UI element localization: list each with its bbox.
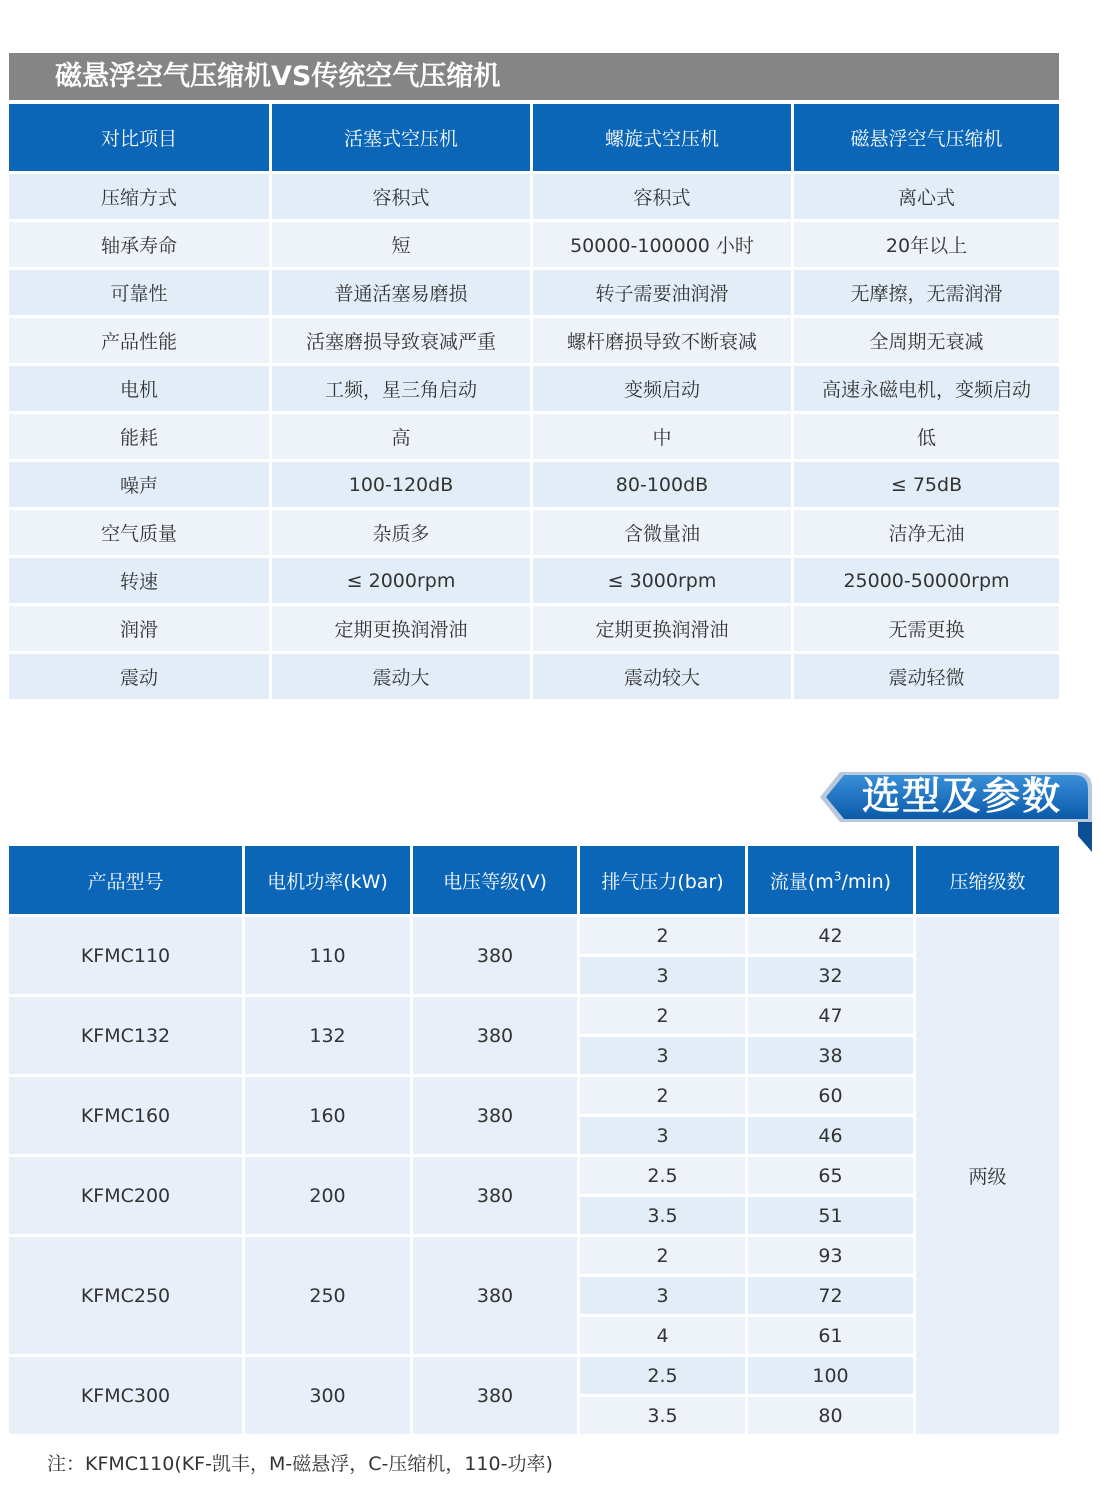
comparison-cell: 短 bbox=[272, 219, 533, 267]
comparison-cell: 50000-100000 小时 bbox=[533, 219, 794, 267]
comparison-cell: ≤ 75dB bbox=[794, 459, 1059, 507]
voltage-cell: 380 bbox=[413, 994, 580, 1074]
comparison-row bbox=[9, 555, 1059, 603]
comparison-row bbox=[9, 459, 1059, 507]
comparison-item-label: 轴承寿命 bbox=[9, 219, 272, 267]
comparison-table bbox=[9, 104, 1059, 699]
comparison-row bbox=[9, 411, 1059, 459]
header-pressure: 排气压力(bar) bbox=[580, 846, 748, 914]
voltage-cell: 380 bbox=[413, 1234, 580, 1354]
comparison-row bbox=[9, 651, 1059, 699]
voltage-cell: 380 bbox=[413, 1154, 580, 1234]
model-cell: KFMC160 bbox=[9, 1074, 245, 1154]
comparison-cell: ≤ 3000rpm bbox=[533, 555, 794, 603]
pressure-cell: 3.5 bbox=[580, 1394, 748, 1434]
comparison-cell: 转子需要油润滑 bbox=[533, 267, 794, 315]
flow-cell: 100 bbox=[748, 1354, 916, 1394]
selection-row bbox=[9, 914, 1059, 954]
selection-row bbox=[9, 1074, 1059, 1114]
header-voltage: 电压等级(V) bbox=[413, 846, 580, 914]
model-cell: KFMC132 bbox=[9, 994, 245, 1074]
comparison-header-cell: 对比项目 bbox=[9, 104, 272, 171]
comparison-item-label: 空气质量 bbox=[9, 507, 272, 555]
comparison-cell: 震动大 bbox=[272, 651, 533, 699]
comparison-item-label: 能耗 bbox=[9, 411, 272, 459]
comparison-row bbox=[9, 603, 1059, 651]
header-stages: 压缩级数 bbox=[916, 846, 1059, 914]
flow-cell: 32 bbox=[748, 954, 916, 994]
comparison-header-cell: 螺旋式空压机 bbox=[533, 104, 794, 171]
comparison-row bbox=[9, 267, 1059, 315]
flow-cell: 65 bbox=[748, 1154, 916, 1194]
model-cell: KFMC250 bbox=[9, 1234, 245, 1354]
selection-table bbox=[9, 846, 1059, 1434]
comparison-cell: 无需更换 bbox=[794, 603, 1059, 651]
pressure-cell: 2.5 bbox=[580, 1154, 748, 1194]
power-cell: 160 bbox=[245, 1074, 413, 1154]
flow-cell: 38 bbox=[748, 1034, 916, 1074]
comparison-title: 磁悬浮空气压缩机VS传统空气压缩机 bbox=[55, 61, 501, 92]
selection-title: 选型及参数 bbox=[861, 774, 1062, 818]
pressure-cell: 3 bbox=[580, 1274, 748, 1314]
comparison-cell: 中 bbox=[533, 411, 794, 459]
pressure-cell: 3 bbox=[580, 1034, 748, 1074]
comparison-cell: 容积式 bbox=[272, 171, 533, 219]
stages-cell: 两级 bbox=[916, 914, 1059, 1434]
flow-cell: 93 bbox=[748, 1234, 916, 1274]
comparison-cell: 20年以上 bbox=[794, 219, 1059, 267]
flow-cell: 80 bbox=[748, 1394, 916, 1434]
header-power: 电机功率(kW) bbox=[245, 846, 413, 914]
comparison-cell: 工频，星三角启动 bbox=[272, 363, 533, 411]
comparison-cell: 普通活塞易磨损 bbox=[272, 267, 533, 315]
comparison-header-cell: 活塞式空压机 bbox=[272, 104, 533, 171]
comparison-item-label: 电机 bbox=[9, 363, 272, 411]
comparison-cell: ≤ 2000rpm bbox=[272, 555, 533, 603]
pressure-cell: 3 bbox=[580, 1114, 748, 1154]
comparison-cell: 震动较大 bbox=[533, 651, 794, 699]
comparison-cell: 含微量油 bbox=[533, 507, 794, 555]
comparison-row bbox=[9, 219, 1059, 267]
pressure-cell: 2 bbox=[580, 914, 748, 954]
comparison-row bbox=[9, 363, 1059, 411]
comparison-item-label: 震动 bbox=[9, 651, 272, 699]
comparison-item-label: 压缩方式 bbox=[9, 171, 272, 219]
selection-header-row bbox=[9, 846, 1059, 914]
comparison-cell: 80-100dB bbox=[533, 459, 794, 507]
flow-cell: 61 bbox=[748, 1314, 916, 1354]
comparison-cell: 定期更换润滑油 bbox=[533, 603, 794, 651]
comparison-cell: 低 bbox=[794, 411, 1059, 459]
comparison-cell: 全周期无衰减 bbox=[794, 315, 1059, 363]
comparison-cell: 洁净无油 bbox=[794, 507, 1059, 555]
power-cell: 200 bbox=[245, 1154, 413, 1234]
comparison-cell: 定期更换润滑油 bbox=[272, 603, 533, 651]
comparison-item-label: 噪声 bbox=[9, 459, 272, 507]
pressure-cell: 2.5 bbox=[580, 1354, 748, 1394]
comparison-cell: 变频启动 bbox=[533, 363, 794, 411]
comparison-cell: 活塞磨损导致衰减严重 bbox=[272, 315, 533, 363]
selection-row bbox=[9, 1354, 1059, 1394]
power-cell: 300 bbox=[245, 1354, 413, 1434]
pressure-cell: 3.5 bbox=[580, 1194, 748, 1234]
model-cell: KFMC200 bbox=[9, 1154, 245, 1234]
flow-cell: 51 bbox=[748, 1194, 916, 1234]
flow-cell: 42 bbox=[748, 914, 916, 954]
comparison-header-cell: 磁悬浮空气压缩机 bbox=[794, 104, 1059, 171]
voltage-cell: 380 bbox=[413, 914, 580, 994]
selection-row bbox=[9, 1234, 1059, 1274]
voltage-cell: 380 bbox=[413, 1074, 580, 1154]
header-model: 产品型号 bbox=[9, 846, 245, 914]
pressure-cell: 2 bbox=[580, 994, 748, 1034]
comparison-item-label: 转速 bbox=[9, 555, 272, 603]
comparison-cell: 杂质多 bbox=[272, 507, 533, 555]
pressure-cell: 2 bbox=[580, 1074, 748, 1114]
header-flow bbox=[748, 846, 916, 914]
selection-row bbox=[9, 1154, 1059, 1194]
comparison-cell: 离心式 bbox=[794, 171, 1059, 219]
comparison-cell: 震动轻微 bbox=[794, 651, 1059, 699]
comparison-cell: 100-120dB bbox=[272, 459, 533, 507]
selection-row bbox=[9, 994, 1059, 1034]
flow-cell: 46 bbox=[748, 1114, 916, 1154]
flow-cell: 60 bbox=[748, 1074, 916, 1114]
comparison-cell: 螺杆磨损导致不断衰减 bbox=[533, 315, 794, 363]
power-cell: 132 bbox=[245, 994, 413, 1074]
comparison-cell: 无摩擦，无需润滑 bbox=[794, 267, 1059, 315]
comparison-cell: 高 bbox=[272, 411, 533, 459]
header-flow-sup: 3 bbox=[833, 869, 842, 884]
flow-cell: 72 bbox=[748, 1274, 916, 1314]
voltage-cell: 380 bbox=[413, 1354, 580, 1434]
pressure-cell: 3 bbox=[580, 954, 748, 994]
comparison-cell: 25000-50000rpm bbox=[794, 555, 1059, 603]
header-flow-prefix: 流量(m bbox=[769, 870, 834, 893]
comparison-header-row bbox=[9, 104, 1059, 171]
comparison-row bbox=[9, 507, 1059, 555]
header-flow-suffix: /min) bbox=[841, 870, 892, 893]
comparison-row bbox=[9, 171, 1059, 219]
flow-cell: 47 bbox=[748, 994, 916, 1034]
comparison-row bbox=[9, 315, 1059, 363]
comparison-cell: 高速永磁电机，变频启动 bbox=[794, 363, 1059, 411]
model-cell: KFMC300 bbox=[9, 1354, 245, 1434]
model-cell: KFMC110 bbox=[9, 914, 245, 994]
comparison-item-label: 产品性能 bbox=[9, 315, 272, 363]
footnote: 注：KFMC110(KF-凯丰，M-磁悬浮，C-压缩机，110-功率) bbox=[47, 1453, 553, 1475]
power-cell: 110 bbox=[245, 914, 413, 994]
pressure-cell: 4 bbox=[580, 1314, 748, 1354]
pressure-cell: 2 bbox=[580, 1234, 748, 1274]
power-cell: 250 bbox=[245, 1234, 413, 1354]
comparison-cell: 容积式 bbox=[533, 171, 794, 219]
comparison-item-label: 可靠性 bbox=[9, 267, 272, 315]
comparison-item-label: 润滑 bbox=[9, 603, 272, 651]
